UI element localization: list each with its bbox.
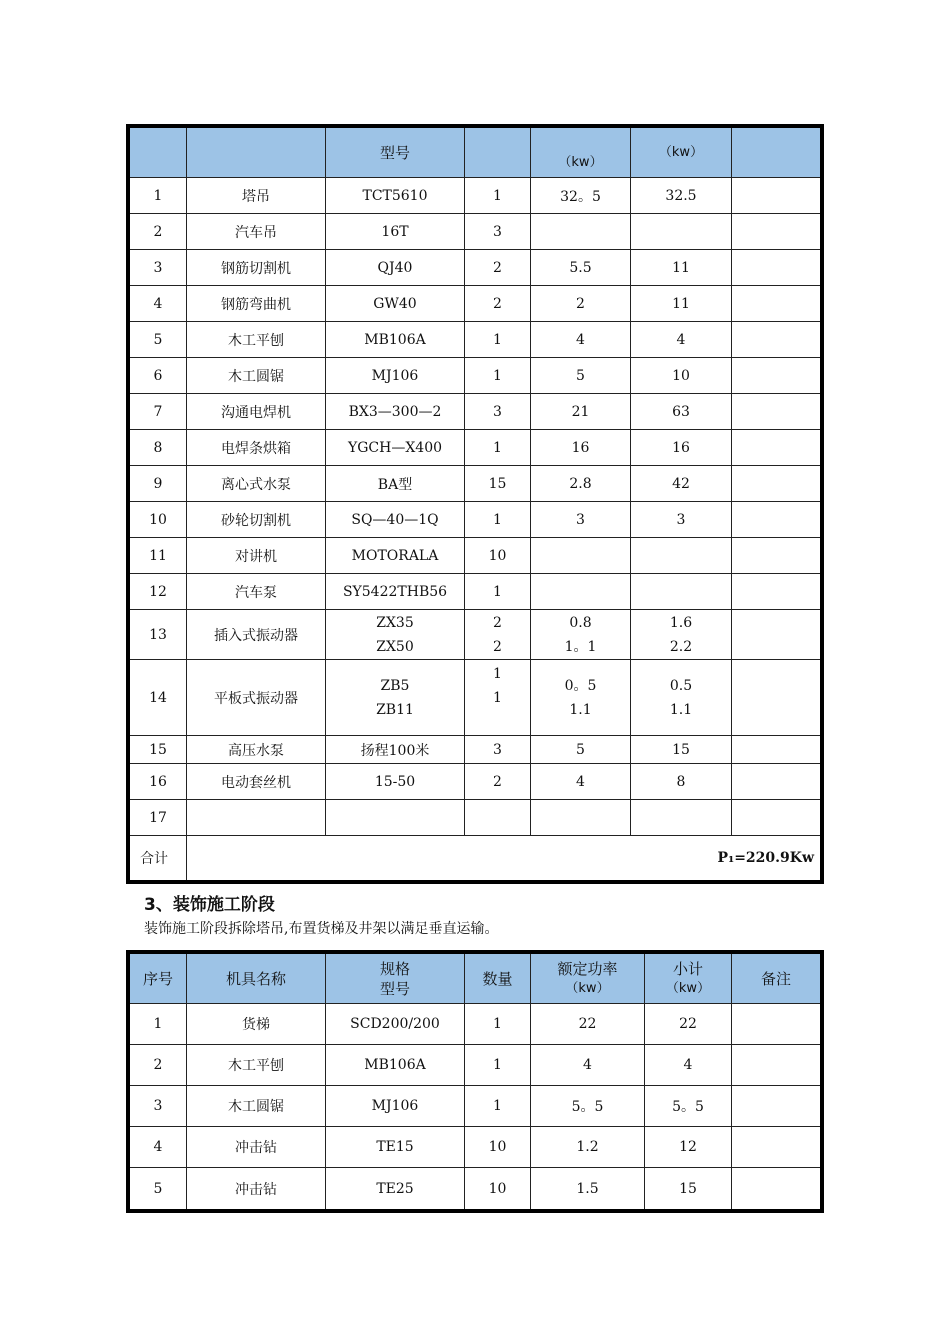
cell-model-a: ZB5: [380, 677, 410, 694]
table-row: [130, 430, 820, 466]
cell-name-text: 平板式振动器: [214, 690, 298, 707]
cell-subtotal: 8: [631, 764, 732, 800]
cell-subtotal: 4: [631, 322, 732, 358]
cell-subtotal: 4: [645, 1045, 732, 1086]
cell-subtotal: 42: [631, 466, 732, 502]
cell-subtotal: [631, 660, 732, 736]
cell-remark: [732, 214, 820, 250]
cell-subtotal: [631, 800, 732, 836]
cell-power: [531, 800, 631, 836]
cell-model: 扬程100米: [326, 736, 465, 764]
cell-name: 电动套丝机: [187, 764, 326, 800]
cell-subtotal: 15: [631, 736, 732, 764]
cell-name: 离心式水泵: [187, 466, 326, 502]
cell-name-text: 插入式振动器: [214, 627, 298, 644]
table-row: [130, 736, 820, 764]
table-header-row: [130, 128, 820, 178]
cell-name: 对讲机: [187, 538, 326, 574]
cell-qty: [465, 610, 531, 660]
table-row: [130, 322, 820, 358]
cell-qty: 2: [465, 286, 531, 322]
cell-name: 沟通电焊机: [187, 394, 326, 430]
cell-no: 2: [130, 214, 187, 250]
cell-power: [531, 538, 631, 574]
cell-name: 钢筋弯曲机: [187, 286, 326, 322]
equipment-table-1: [126, 124, 824, 884]
table-row: [130, 286, 820, 322]
table-row: [130, 800, 820, 836]
cell-no: 17: [130, 800, 187, 836]
table-row: [130, 764, 820, 800]
cell-no: 5: [130, 1168, 187, 1209]
table-row: [130, 466, 820, 502]
table-row: [130, 178, 820, 214]
header-remark: 备注: [732, 954, 820, 1004]
cell-name: 冲击钻: [187, 1127, 326, 1168]
cell-subtotal: 63: [631, 394, 732, 430]
cell-no-text: 13: [149, 626, 167, 643]
cell-name: 高压水泵: [187, 736, 326, 764]
header-subtotal: [645, 954, 732, 1004]
cell-name: 汽车泵: [187, 574, 326, 610]
cell-power: 4: [531, 322, 631, 358]
cell-name: 木工圆锯: [187, 358, 326, 394]
cell-power: [531, 214, 631, 250]
cell-remark: [732, 800, 820, 836]
cell-qty-a: 1: [493, 666, 502, 682]
cell-model-b: ZX50: [376, 638, 414, 655]
table-row: [130, 250, 820, 286]
cell-no: 16: [130, 764, 187, 800]
cell-subtotal-b: 1.1: [669, 701, 693, 718]
cell-no: 9: [130, 466, 187, 502]
cell-no: 2: [130, 1045, 187, 1086]
cell-qty: 2: [465, 764, 531, 800]
cell-name: 塔吊: [187, 178, 326, 214]
table-row: [130, 538, 820, 574]
cell-power: 4: [531, 1045, 645, 1086]
header-subtotal-line2: （kw）: [665, 980, 711, 996]
table-row: [130, 394, 820, 430]
cell-remark: [732, 764, 820, 800]
cell-remark: [732, 538, 820, 574]
table-header-row: [130, 954, 820, 1004]
header-model: 型号: [326, 128, 465, 178]
cell-model: 15-50: [326, 764, 465, 800]
cell-no: 7: [130, 394, 187, 430]
cell-model: MOTORALA: [326, 538, 465, 574]
cell-subtotal: 11: [631, 250, 732, 286]
cell-model: TE25: [326, 1168, 465, 1209]
cell-name: 钢筋切割机: [187, 250, 326, 286]
header-power: （kw）: [531, 128, 631, 178]
cell-qty: 3: [465, 394, 531, 430]
cell-name: 货梯: [187, 1004, 326, 1045]
cell-power: 2.8: [531, 466, 631, 502]
cell-subtotal: [631, 214, 732, 250]
header-name: [187, 128, 326, 178]
cell-model: BA型: [326, 466, 465, 502]
cell-remark: [732, 502, 820, 538]
cell-no: 1: [130, 1004, 187, 1045]
cell-remark: [732, 574, 820, 610]
header-no: [130, 128, 187, 178]
cell-model: SY5422THB56: [326, 574, 465, 610]
cell-remark: [732, 322, 820, 358]
table-row: [130, 574, 820, 610]
cell-model: 16T: [326, 214, 465, 250]
cell-model: QJ40: [326, 250, 465, 286]
cell-qty-a: 2: [493, 614, 502, 631]
cell-model: BX3—300—2: [326, 394, 465, 430]
cell-subtotal: [631, 574, 732, 610]
cell-subtotal: 15: [645, 1168, 732, 1209]
cell-no: 4: [130, 286, 187, 322]
cell-no: 5: [130, 322, 187, 358]
header-power: [531, 954, 645, 1004]
cell-name: 木工平刨: [187, 1045, 326, 1086]
section-description: 装饰施工阶段拆除塔吊,布置货梯及井架以满足垂直运输。: [144, 921, 499, 937]
header-name: 机具名称: [187, 954, 326, 1004]
equipment-table-1-grid: [130, 128, 820, 880]
cell-qty: 10: [465, 1127, 531, 1168]
cell-no: 12: [130, 574, 187, 610]
cell-model: GW40: [326, 286, 465, 322]
cell-qty: 1: [465, 1004, 531, 1045]
cell-qty: 10: [465, 1168, 531, 1209]
cell-power: 3: [531, 502, 631, 538]
table-row: [130, 358, 820, 394]
cell-name: 木工圆锯: [187, 1086, 326, 1127]
total-label: 合计: [130, 836, 187, 880]
cell-power: [531, 660, 631, 736]
cell-model: MJ106: [326, 358, 465, 394]
header-model-line2: 型号: [379, 979, 410, 998]
cell-power-a: 0。5: [564, 677, 597, 694]
table-row: [130, 214, 820, 250]
cell-remark: [732, 660, 820, 736]
cell-qty: 1: [465, 430, 531, 466]
cell-power: 5。5: [531, 1086, 645, 1127]
cell-power: 4: [531, 764, 631, 800]
cell-model: YGCH—X400: [326, 430, 465, 466]
cell-power-b: 1.1: [569, 701, 592, 718]
cell-no: 3: [130, 1086, 187, 1127]
cell-model: MB106A: [326, 1045, 465, 1086]
table-row: [130, 610, 820, 660]
cell-subtotal-b: 2.2: [669, 638, 693, 655]
cell-remark: [732, 736, 820, 764]
cell-no: 11: [130, 538, 187, 574]
cell-no: 1: [130, 178, 187, 214]
table-row: [130, 1168, 820, 1209]
cell-remark: [732, 394, 820, 430]
cell-qty: [465, 660, 531, 736]
cell-model: [326, 610, 465, 660]
header-qty: [465, 128, 531, 178]
header-power-line2: （kw）: [565, 980, 610, 996]
cell-name: 冲击钻: [187, 1168, 326, 1209]
cell-power-a: 0.8: [569, 614, 592, 631]
table-row: [130, 1045, 820, 1086]
cell-power: 16: [531, 430, 631, 466]
cell-name: 电焊条烘箱: [187, 430, 326, 466]
cell-subtotal: 3: [631, 502, 732, 538]
cell-no: 6: [130, 358, 187, 394]
cell-remark: [732, 1168, 820, 1209]
cell-qty-b: 1: [493, 690, 502, 706]
cell-model-b: ZB11: [376, 701, 414, 718]
cell-qty: 1: [465, 322, 531, 358]
cell-model: SCD200/200: [326, 1004, 465, 1045]
cell-qty: 1: [465, 358, 531, 394]
cell-subtotal-a: 0.5: [669, 677, 693, 694]
cell-power: [531, 574, 631, 610]
cell-qty: 10: [465, 538, 531, 574]
equipment-table-2-grid: [130, 954, 820, 1209]
cell-qty-b: 2: [493, 638, 502, 655]
cell-remark: [732, 1127, 820, 1168]
cell-model: MJ106: [326, 1086, 465, 1127]
cell-no: [130, 660, 187, 736]
cell-power: 5: [531, 736, 631, 764]
cell-power: 5: [531, 358, 631, 394]
cell-model: SQ—40—1Q: [326, 502, 465, 538]
cell-subtotal: 5。5: [645, 1086, 732, 1127]
cell-remark: [732, 610, 820, 660]
total-value: P₁=220.9Kw: [717, 850, 814, 866]
cell-model: TE15: [326, 1127, 465, 1168]
section-title: 3、装饰施工阶段: [144, 895, 275, 915]
cell-no: 8: [130, 430, 187, 466]
cell-subtotal-a: 1.6: [669, 614, 693, 631]
equipment-table-2: [126, 950, 824, 1213]
cell-remark: [732, 358, 820, 394]
cell-no: 10: [130, 502, 187, 538]
cell-subtotal: 22: [645, 1004, 732, 1045]
cell-subtotal: 32.5: [631, 178, 732, 214]
table-row: [130, 502, 820, 538]
cell-model: MB106A: [326, 322, 465, 358]
cell-subtotal: 16: [631, 430, 732, 466]
cell-remark: [732, 430, 820, 466]
cell-name: 木工平刨: [187, 322, 326, 358]
cell-qty: 1: [465, 1086, 531, 1127]
cell-remark: [732, 466, 820, 502]
cell-qty: 1: [465, 178, 531, 214]
header-subtotal-line1: 小计: [672, 959, 703, 978]
cell-name: [187, 800, 326, 836]
header-no: 序号: [130, 954, 187, 1004]
header-qty: 数量: [465, 954, 531, 1004]
cell-subtotal: [631, 610, 732, 660]
header-power-line1: 额定功率: [557, 959, 618, 978]
cell-qty: 3: [465, 214, 531, 250]
cell-qty: 15: [465, 466, 531, 502]
cell-remark: [732, 1086, 820, 1127]
header-remark: [732, 128, 820, 178]
cell-no: 3: [130, 250, 187, 286]
cell-qty: 1: [465, 502, 531, 538]
cell-remark: [732, 1045, 820, 1086]
cell-remark: [732, 178, 820, 214]
cell-power: 1.2: [531, 1127, 645, 1168]
cell-name: [187, 610, 326, 660]
header-model: [326, 954, 465, 1004]
cell-subtotal: 11: [631, 286, 732, 322]
cell-power: 5.5: [531, 250, 631, 286]
total-row: [130, 836, 820, 880]
cell-qty: 2: [465, 250, 531, 286]
cell-power-b: 1。1: [564, 638, 597, 655]
table-row: [130, 660, 820, 736]
cell-qty: 1: [465, 574, 531, 610]
cell-power: 32。5: [531, 178, 631, 214]
header-subtotal: （kw）: [631, 128, 732, 178]
cell-name: 砂轮切割机: [187, 502, 326, 538]
cell-name: 汽车吊: [187, 214, 326, 250]
cell-no-text: 14: [149, 689, 167, 706]
table-row: [130, 1086, 820, 1127]
cell-qty: 1: [465, 1045, 531, 1086]
cell-subtotal: [631, 538, 732, 574]
cell-remark: [732, 250, 820, 286]
cell-no: [130, 610, 187, 660]
table-row: [130, 1127, 820, 1168]
cell-power: 22: [531, 1004, 645, 1045]
cell-model: [326, 660, 465, 736]
cell-qty: [465, 800, 531, 836]
cell-no: 4: [130, 1127, 187, 1168]
cell-subtotal: 10: [631, 358, 732, 394]
cell-power: 21: [531, 394, 631, 430]
cell-model: [326, 800, 465, 836]
cell-no: 15: [130, 736, 187, 764]
cell-name: [187, 660, 326, 736]
cell-remark: [732, 286, 820, 322]
cell-subtotal: 12: [645, 1127, 732, 1168]
table-row: [130, 1004, 820, 1045]
header-model-line1: 规格: [379, 959, 410, 978]
cell-power: 2: [531, 286, 631, 322]
cell-model-a: ZX35: [376, 614, 414, 631]
cell-remark: [732, 1004, 820, 1045]
cell-model: TCT5610: [326, 178, 465, 214]
cell-power: 1.5: [531, 1168, 645, 1209]
cell-power: [531, 610, 631, 660]
cell-qty: 3: [465, 736, 531, 764]
